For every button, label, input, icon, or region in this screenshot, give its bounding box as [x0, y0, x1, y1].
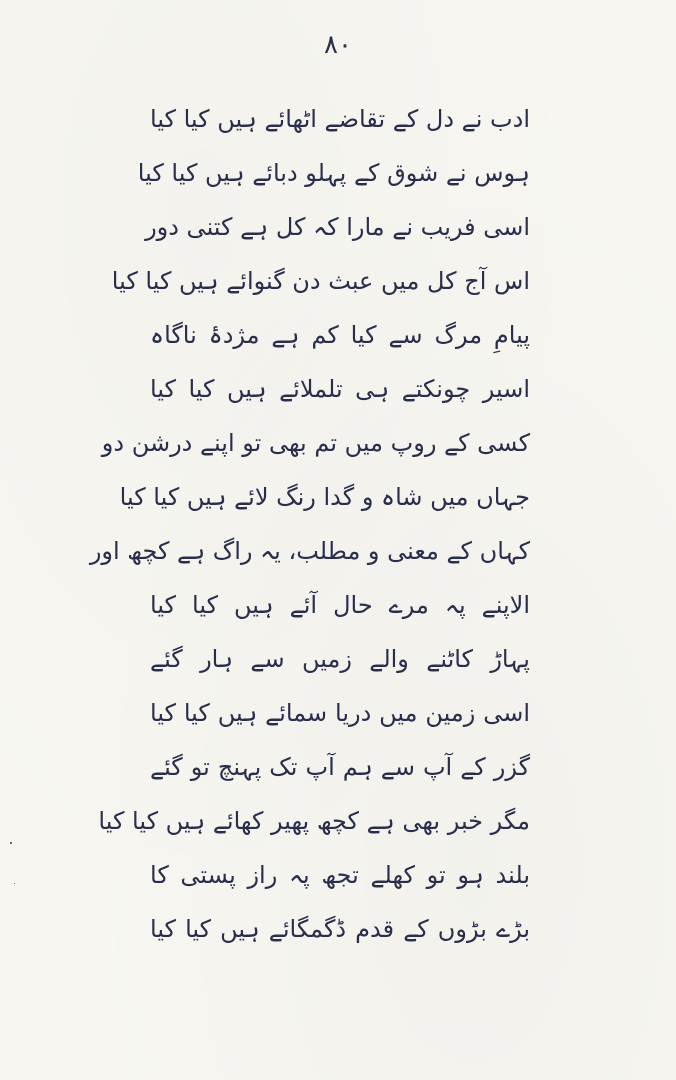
verse-line: اسیر چونکتے ہی تلملائے ہیں کیا کیا: [150, 375, 530, 403]
verse-line: ادب نے دل کے تقاضے اٹھائے ہیں کیا کیا: [150, 105, 530, 133]
verse-line: اس آج کل میں عبث دن گنوائے ہیں کیا کیا: [111, 267, 530, 295]
verse-line: جہاں میں شاہ و گدا رنگ لائے ہیں کیا کیا: [119, 483, 530, 511]
verse-line: اسی فریب نے مارا کہ کل ہے کتنی دور: [145, 213, 530, 241]
verse-line: مگر خبر بھی ہے کچھ پھیر کھائے ہیں کیا کیا: [98, 807, 530, 835]
verse-line: کسی کے روپ میں تم بھی تو اپنے درشن دو: [101, 429, 530, 457]
paper-speck: [14, 883, 15, 884]
verse-line: پہاڑ کاٹنے والے زمیں سے ہار گئے: [150, 645, 530, 673]
verse-line: بڑے بڑوں کے قدم ڈگمگائے ہیں کیا کیا: [150, 915, 530, 943]
page-number: ۸۰: [324, 30, 352, 60]
verse-line: الاپنے پہ مرے حال آئے ہیں کیا کیا: [150, 591, 530, 619]
poem: [89, 92, 530, 956]
verse-line: کہاں کے معنی و مطلب، یہ راگ ہے کچھ اور: [89, 537, 530, 565]
verse-line: بلند ہو تو کھلے تجھ پہ راز پستی کا: [150, 861, 530, 889]
verse-line: ہوس نے شوق کے پہلو دبائے ہیں کیا کیا: [137, 159, 530, 187]
verse-line: اسی زمین میں دریا سمائے ہیں کیا کیا: [150, 699, 530, 727]
paper-speck: [10, 842, 12, 844]
verse-line: پیامِ مرگ سے کیا کم ہے مژدۂ ناگاہ: [150, 321, 530, 349]
verse-line: گزر کے آپ سے ہم آپ تک پہنچ تو گئے: [150, 753, 530, 781]
